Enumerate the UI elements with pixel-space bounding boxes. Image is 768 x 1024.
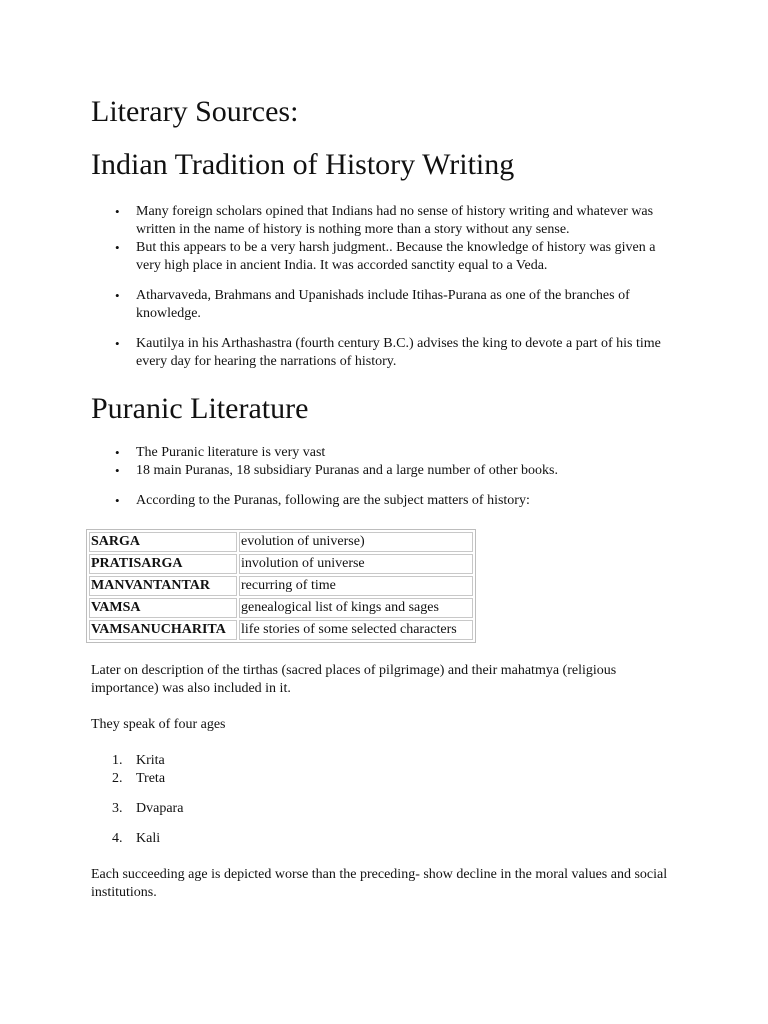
list-item-text: Atharvaveda, Brahmans and Upanishads include Itihas-Purana as one of the branches of knowledge. [136, 288, 630, 321]
paragraph-tirthas: Later on description of the tirthas (sacred places of pilgrimage) and their mahatmya (religious importance) was also included in it. [91, 663, 617, 696]
list-item [0, 492, 676, 510]
list-item [0, 335, 676, 371]
table-row [89, 620, 473, 640]
bullet-icon: • [115, 493, 120, 508]
table-row [89, 598, 473, 618]
list-item [0, 287, 676, 323]
table-cell-term: PRATISARGA [89, 554, 237, 574]
list-item-text: Krita [136, 753, 165, 768]
list-item-text: Dvapara [136, 801, 184, 816]
list-item [0, 462, 676, 480]
table-cell-desc: evolution of universe) [239, 532, 473, 552]
heading-indian-tradition: Indian Tradition of History Writing [91, 148, 515, 181]
table-cell-term: MANVANTANTAR [89, 576, 237, 596]
list-item-text: Kautilya in his Arthashastra (fourth century B.C.) advises the king to devote a part of his time every day for hearing the narrations of history. [136, 336, 661, 369]
list-item [0, 800, 676, 818]
list-number: 4. [112, 831, 123, 846]
list-number: 2. [112, 771, 123, 786]
table-cell-desc: genealogical list of kings and sages [239, 598, 473, 618]
bullet-icon: • [115, 445, 120, 460]
list-item [0, 203, 676, 239]
list-item [0, 830, 676, 848]
bullet-icon: • [115, 240, 120, 255]
list-item-text: According to the Puranas, following are the subject matters of history: [136, 493, 530, 508]
table-row [89, 532, 473, 552]
list-item [0, 752, 676, 770]
table-cell-term: SARGA [89, 532, 237, 552]
puranic-bullet-list [0, 444, 768, 510]
heading-literary-sources: Literary Sources: [91, 95, 299, 128]
bullet-icon: • [115, 336, 120, 351]
table-cell-desc: involution of universe [239, 554, 473, 574]
subjects-table [86, 529, 476, 643]
table-cell-term: VAMSA [89, 598, 237, 618]
table-row [89, 576, 473, 596]
list-item [0, 770, 676, 788]
list-item [0, 444, 676, 462]
list-item [0, 239, 676, 275]
list-item-text: 18 main Puranas, 18 subsidiary Puranas and a large number of other books. [136, 463, 558, 478]
table-row [89, 554, 473, 574]
list-number: 3. [112, 801, 123, 816]
list-item-text: Kali [136, 831, 161, 846]
bullet-icon: • [115, 288, 120, 303]
list-item-text: Many foreign scholars opined that Indians had no sense of history writing and whatever was written in the name of history is nothing more than a story without any sense. [136, 204, 654, 237]
paragraph-four-ages: They speak of four ages [91, 717, 226, 732]
table-cell-desc: life stories of some selected characters [239, 620, 473, 640]
table-cell-desc: recurring of time [239, 576, 473, 596]
heading-puranic-literature: Puranic Literature [91, 392, 309, 425]
table-cell-term: VAMSANUCHARITA [89, 620, 237, 640]
paragraph-succeeding-age: Each succeeding age is depicted worse than the preceding- show decline in the moral values and social institutions. [91, 867, 668, 900]
bullet-icon: • [115, 463, 120, 478]
tradition-bullet-list [0, 203, 768, 371]
bullet-icon: • [115, 204, 120, 219]
list-item-text: But this appears to be a very harsh judgment.. Because the knowledge of history was given a very high place in ancient India. It was accorded sanctity equal to a Veda. [136, 240, 656, 273]
list-number: 1. [112, 753, 123, 768]
list-item-text: The Puranic literature is very vast [136, 445, 326, 460]
ages-numbered-list [0, 752, 768, 848]
list-item-text: Treta [136, 771, 166, 786]
